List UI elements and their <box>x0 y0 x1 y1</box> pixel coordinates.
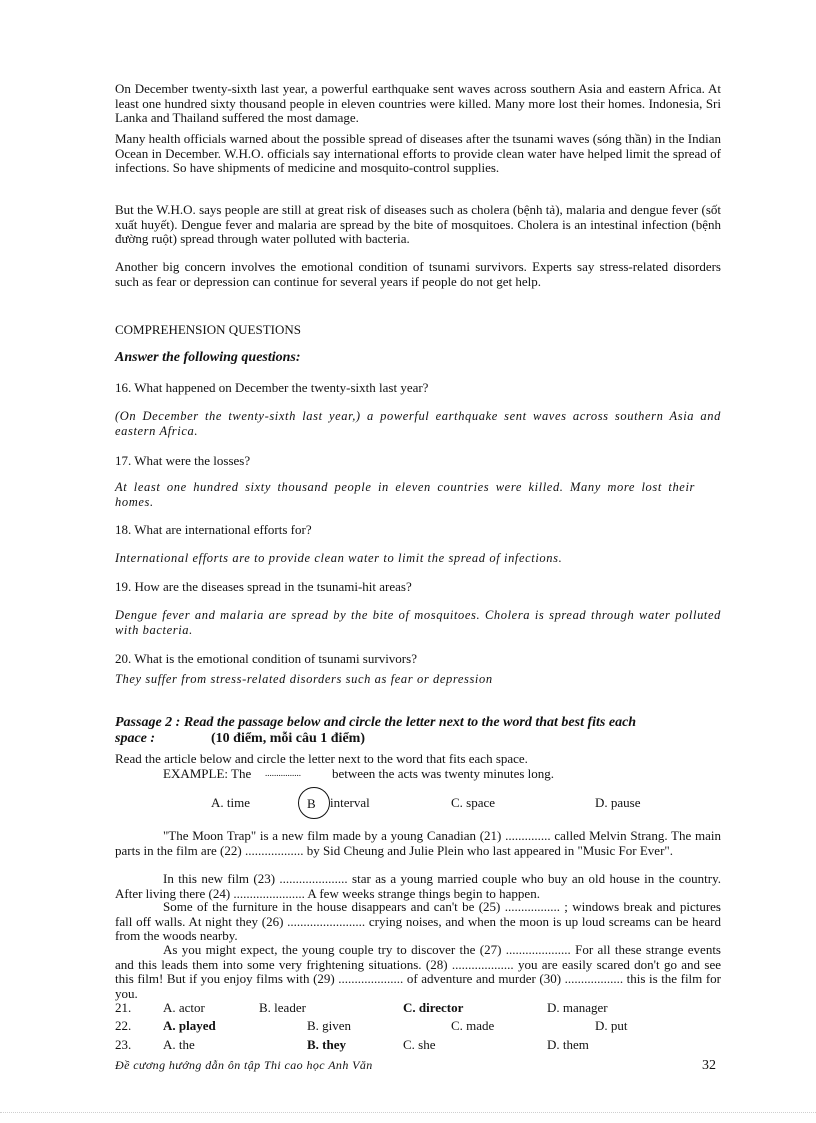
answer-option-d: D. put <box>595 1018 628 1033</box>
passage1-paragraph-2: Many health officials warned about the possible spread of diseases after the tsunami waves (sóng thần) in the Indian Ocean in December. W.H.O. officials say international efforts to provide clean water have helped limit the spread of infections. So have shipments of medicine and mosquito-control supplies. <box>115 131 721 175</box>
answer-option-b: B. they <box>307 1037 346 1052</box>
passage2-heading: Passage 2 : Read the passage below and circle the letter next to the word that best fits each <box>115 715 637 730</box>
example-blank: ................ <box>265 768 301 778</box>
answer-number: 23. <box>115 1037 132 1052</box>
page-number: 32 <box>702 1058 716 1073</box>
comprehension-title: COMPREHENSION QUESTIONS <box>115 322 301 337</box>
question-17: 17. What were the losses? <box>115 453 251 468</box>
story-paragraph-2: In this new film (23) ..................... star as a young married couple who buy an old house in the country. After living there (24) ...................... A few weeks strange things begin to happen. <box>115 871 721 901</box>
answer-option-d: D. them <box>547 1037 589 1052</box>
passage1-paragraph-1: On December twenty-sixth last year, a powerful earthquake sent waves across southern Asia and eastern Africa. At least one hundred sixty thousand people in eleven countries were killed. Many more lost their homes. Indonesia, Sri Lanka and Thailand suffered the most damage. <box>115 81 721 125</box>
answer-number: 22. <box>115 1018 132 1033</box>
answer-option-c: C. director <box>403 1000 464 1015</box>
example-sentence: between the acts was twenty minutes long. <box>332 766 555 781</box>
passage2-heading-space: space : <box>115 731 156 746</box>
example-option-b: B <box>307 796 316 811</box>
example-option-b-word: interval <box>330 795 370 810</box>
passage2-instruction: Read the article below and circle the letter next to the word that fits each space. <box>115 751 528 766</box>
answer-option-b: B. leader <box>259 1000 306 1015</box>
example-option-d: D. pause <box>595 795 641 810</box>
footer-text: Đề cương hướng dẫn ôn tập Thi cao học Anh Văn <box>115 1058 373 1072</box>
answer-option-a: A. actor <box>163 1000 205 1015</box>
answer-option-c: C. made <box>451 1018 495 1033</box>
answer-option-c: C. she <box>403 1037 436 1052</box>
passage2-points: (10 điểm, mỗi câu 1 điểm) <box>211 731 365 746</box>
answer-option-a: A. the <box>163 1037 195 1052</box>
question-20: 20. What is the emotional condition of tsunami survivors? <box>115 651 417 666</box>
story-paragraph-1: "The Moon Trap" is a new film made by a young Canadian (21) .............. called Melvin Strang. The main parts in the film are (22) .................. by Sid Cheung and Julie Plein who last appeared in "Music For Ever". <box>115 828 721 858</box>
page-bottom-divider <box>0 1112 816 1113</box>
answer-17: At least one hundred sixty thousand people in eleven countries were killed. Many more lost their homes. <box>115 480 695 509</box>
example-option-a: A. time <box>211 795 250 810</box>
comprehension-instruction: Answer the following questions: <box>115 350 301 365</box>
passage1-paragraph-4: Another big concern involves the emotional condition of tsunami survivors. Experts say stress-related disorders such as fear or depression can continue for several years if people do not get help. <box>115 259 721 289</box>
story-paragraph-3: Some of the furniture in the house disappears and can't be (25) ................. ; windows break and pictures fall off walls. At night they (26) ........................ crying noises, and when the moon is up loud screams can be heard from the woods nearby. <box>115 899 721 943</box>
answer-option-b: B. given <box>307 1018 352 1033</box>
question-18: 18. What are international efforts for? <box>115 522 312 537</box>
answer-option-a: A. played <box>163 1018 216 1033</box>
passage1-paragraph-3: But the W.H.O. says people are still at great risk of diseases such as cholera (bệnh tả), malaria and dengue fever (sốt xuất huyết). Dengue fever and malaria are spread by the bite of mosquitoes. Cholera is an intestinal infection (bệnh đường ruột) spread through water polluted with bacteria. <box>115 202 721 246</box>
answer-option-d: D. manager <box>547 1000 608 1015</box>
answer-19: Dengue fever and malaria are spread by the bite of mosquitoes. Cholera is spread through water polluted with bacteria. <box>115 608 721 637</box>
example-label: EXAMPLE: The <box>163 766 252 781</box>
answer-20: They suffer from stress-related disorders such as fear or depression <box>115 672 493 686</box>
example-option-c: C. space <box>451 795 496 810</box>
answer-16: (On December the twenty-sixth last year,) a powerful earthquake sent waves across southern Asia and eastern Africa. <box>115 409 721 438</box>
story-paragraph-4: As you might expect, the young couple try to discover the (27) .................... For all these strange events and this leads them into some very frightening situations. (28) ................... you are easily scared don't go and see this film! But if you enjoy films with (29) .................... of adventure and murder (30) .................. this is the film for you. <box>115 942 721 1001</box>
question-16: 16. What happened on December the twenty-sixth last year? <box>115 380 429 395</box>
question-19: 19. How are the diseases spread in the tsunami-hit areas? <box>115 579 412 594</box>
answer-18: International efforts are to provide clean water to limit the spread of infections. <box>115 551 563 565</box>
answer-number: 21. <box>115 1000 132 1015</box>
